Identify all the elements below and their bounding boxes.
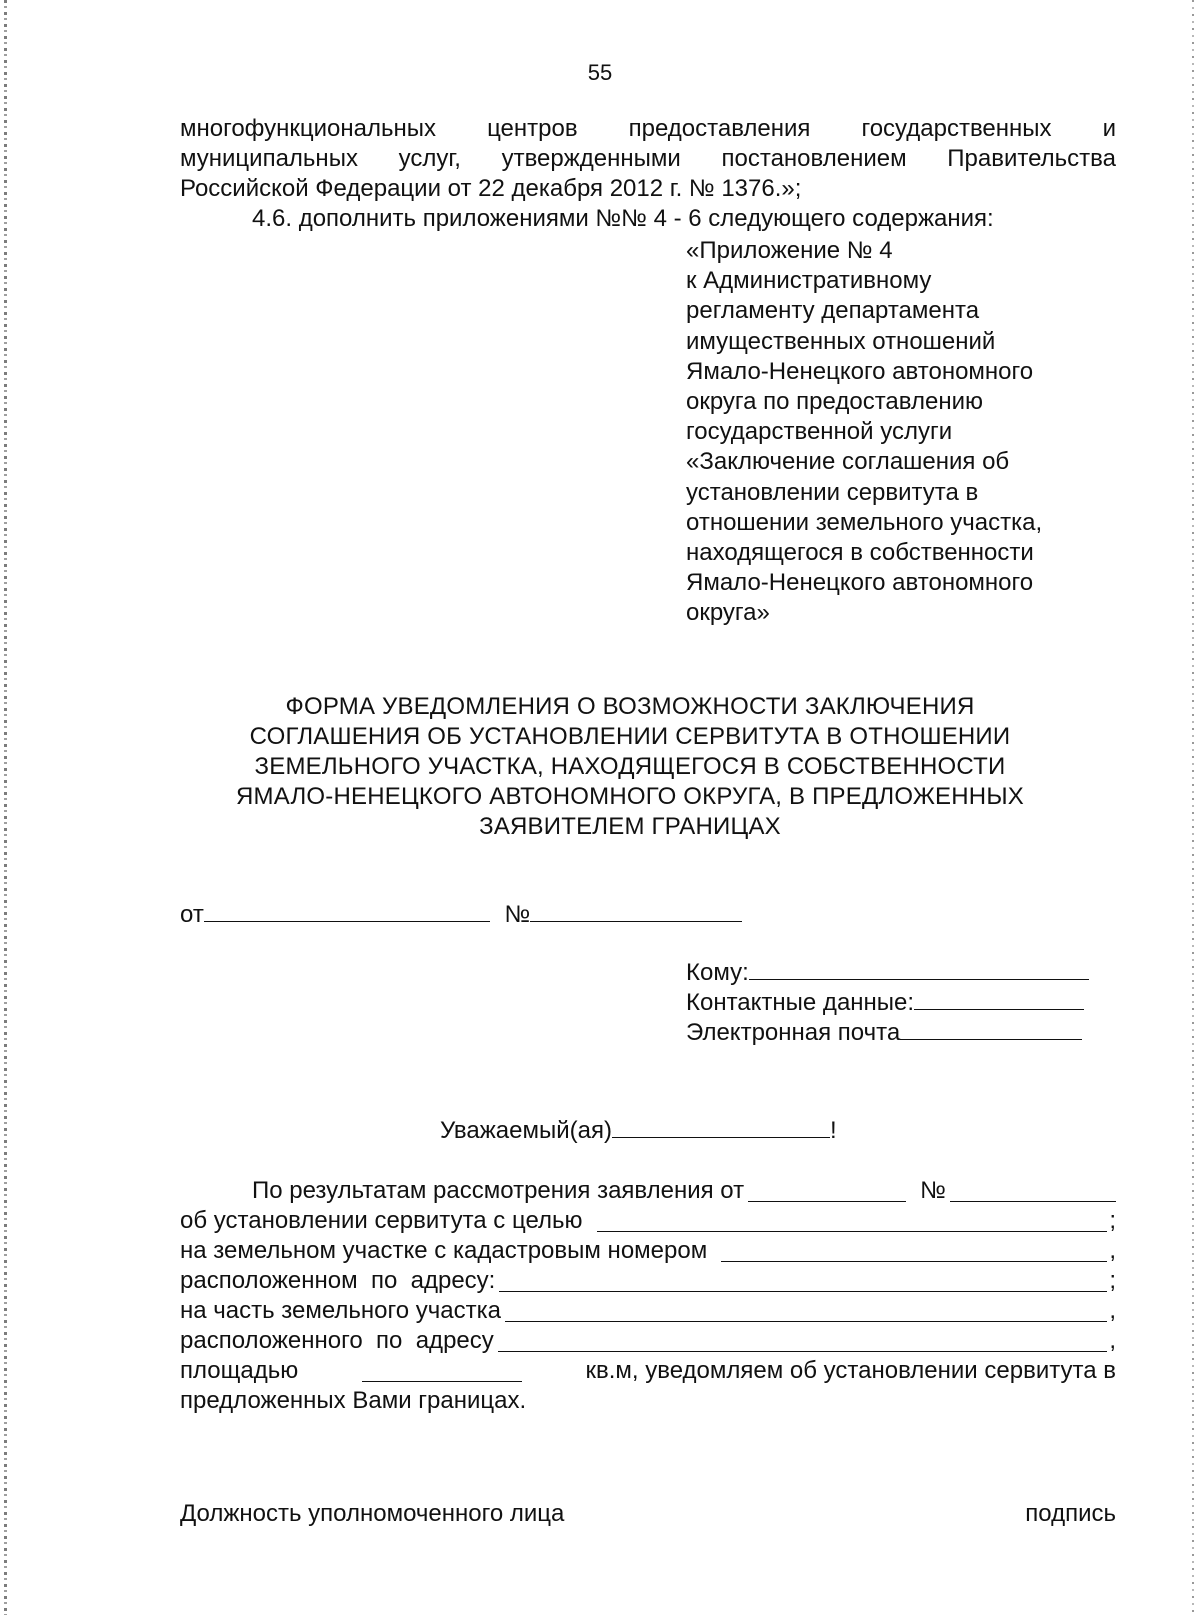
recipient-contacts-row (686, 985, 1084, 1018)
to-label: Кому: (686, 959, 749, 986)
notice-number-label: № (920, 1177, 946, 1204)
sign-label: подпись (1025, 1500, 1116, 1527)
appendix-line: округа» (686, 599, 770, 627)
notice-line-2 (180, 1206, 1116, 1236)
notice-line-7 (180, 1356, 1116, 1386)
page-number: 55 (587, 60, 613, 85)
scan-edge-left (4, 0, 7, 1615)
form-title (150, 692, 1110, 842)
appendix-line: государственной услуги (686, 418, 953, 446)
greeting-label: Уважаемый(ая) (440, 1117, 612, 1144)
intro-line: многофункциональных центров предоставления государственных и (180, 115, 1116, 142)
form-title-line: ЯМАЛО-НЕНЕЦКОГО АВТОНОМНОГО ОКРУГА, В ПРЕДЛОЖЕННЫХ (236, 783, 1024, 810)
notice-line-8 (180, 1386, 1116, 1416)
recipient-to-row (686, 955, 1089, 988)
date-number-row (180, 897, 742, 930)
notice-line-3 (180, 1236, 1116, 1266)
notice-punct: , (1109, 1297, 1116, 1324)
purpose-blank (597, 1209, 1108, 1232)
form-title-line: ФОРМА УВЕДОМЛЕНИЯ О ВОЗМОЖНОСТИ ЗАКЛЮЧЕНИЯ (285, 693, 975, 720)
notice-punct: ; (1109, 1207, 1116, 1234)
appendix-line: установлении сервитута в (686, 478, 979, 506)
contacts-label: Контактные данные: (686, 989, 915, 1016)
notice-text: кв.м, уведомляем об установлении сервитута в (585, 1357, 1116, 1384)
notice-punct: , (1109, 1327, 1116, 1354)
notice-text: площадью (180, 1357, 299, 1384)
appendix-line: регламенту департамента (686, 297, 980, 325)
notice-text: По результатам рассмотрения заявления от (252, 1177, 745, 1204)
signature-row (180, 1500, 1116, 1528)
appendix-line: округа по предоставлению (686, 388, 983, 416)
notice-line-4 (180, 1266, 1116, 1296)
notice-punct: , (1109, 1237, 1116, 1264)
contacts-blank (914, 985, 1084, 1010)
area-blank (362, 1359, 522, 1382)
scan-edge-right (1192, 0, 1194, 1615)
number-label: № (504, 901, 531, 928)
notice-line-1 (180, 1176, 1116, 1206)
notice-text: расположенного по адресу (180, 1327, 494, 1354)
greeting-blank (612, 1113, 830, 1138)
notice-text: расположенном по адресу: (180, 1267, 496, 1294)
land-part-address-blank (498, 1329, 1108, 1352)
date-blank (204, 897, 490, 922)
greeting-row (440, 1113, 837, 1146)
appendix-line: «Заключение соглашения об (686, 448, 1010, 476)
form-title-line: ЗЕМЕЛЬНОГО УЧАСТКА, НАХОДЯЩЕГОСЯ В СОБСТВЕННОСТИ (254, 753, 1006, 780)
position-label: Должность уполномоченного лица (180, 1500, 565, 1527)
notice-text: на земельном участке с кадастровым номером (180, 1237, 708, 1264)
email-label: Электронная почта (686, 1019, 901, 1046)
notice-text: предложенных Вами границах. (180, 1387, 527, 1414)
email-blank (900, 1015, 1082, 1040)
appendix-line: Ямало-Ненецкого автономного (686, 569, 1034, 597)
number-blank (530, 897, 742, 922)
notice-text: об установлении сервитута с целью (180, 1207, 583, 1234)
notice-punct: ; (1109, 1267, 1116, 1294)
form-title-line: СОГЛАШЕНИЯ ОБ УСТАНОВЛЕНИИ СЕРВИТУТА В ОТНОШЕНИИ (249, 723, 1011, 750)
from-label: от (180, 901, 204, 928)
appendix-line: имущественных отношений (686, 327, 996, 355)
appendix-line: к Административному (686, 267, 932, 295)
recipient-email-row (686, 1015, 1082, 1048)
appendix-line: «Приложение № 4 (686, 237, 893, 264)
application-date-blank (748, 1179, 906, 1202)
land-part-blank (505, 1299, 1107, 1322)
appendix-line: отношении земельного участка, (686, 508, 1043, 536)
application-number-blank (950, 1179, 1116, 1202)
amendment-item: 4.6. дополнить приложениями №№ 4 - 6 следующего содержания: (252, 205, 994, 232)
form-title-line: ЗАЯВИТЕЛЕМ ГРАНИЦАХ (479, 813, 781, 840)
intro-paragraph (180, 114, 1116, 234)
cadastral-number-blank (721, 1239, 1107, 1262)
address-blank (499, 1269, 1107, 1292)
intro-line: Российской Федерации от 22 декабря 2012 г. № 1376.»; (180, 175, 802, 202)
to-blank (749, 955, 1089, 980)
appendix-header (686, 236, 1126, 629)
appendix-line: Ямало-Ненецкого автономного (686, 357, 1034, 385)
greeting-end: ! (829, 1117, 837, 1144)
notice-text: на часть земельного участка (180, 1297, 501, 1324)
appendix-line: находящегося в собственности (686, 539, 1034, 567)
intro-line: муниципальных услуг, утвержденными постановлением Правительства (180, 145, 1116, 172)
notice-line-6 (180, 1326, 1116, 1356)
notice-line-5 (180, 1296, 1116, 1326)
